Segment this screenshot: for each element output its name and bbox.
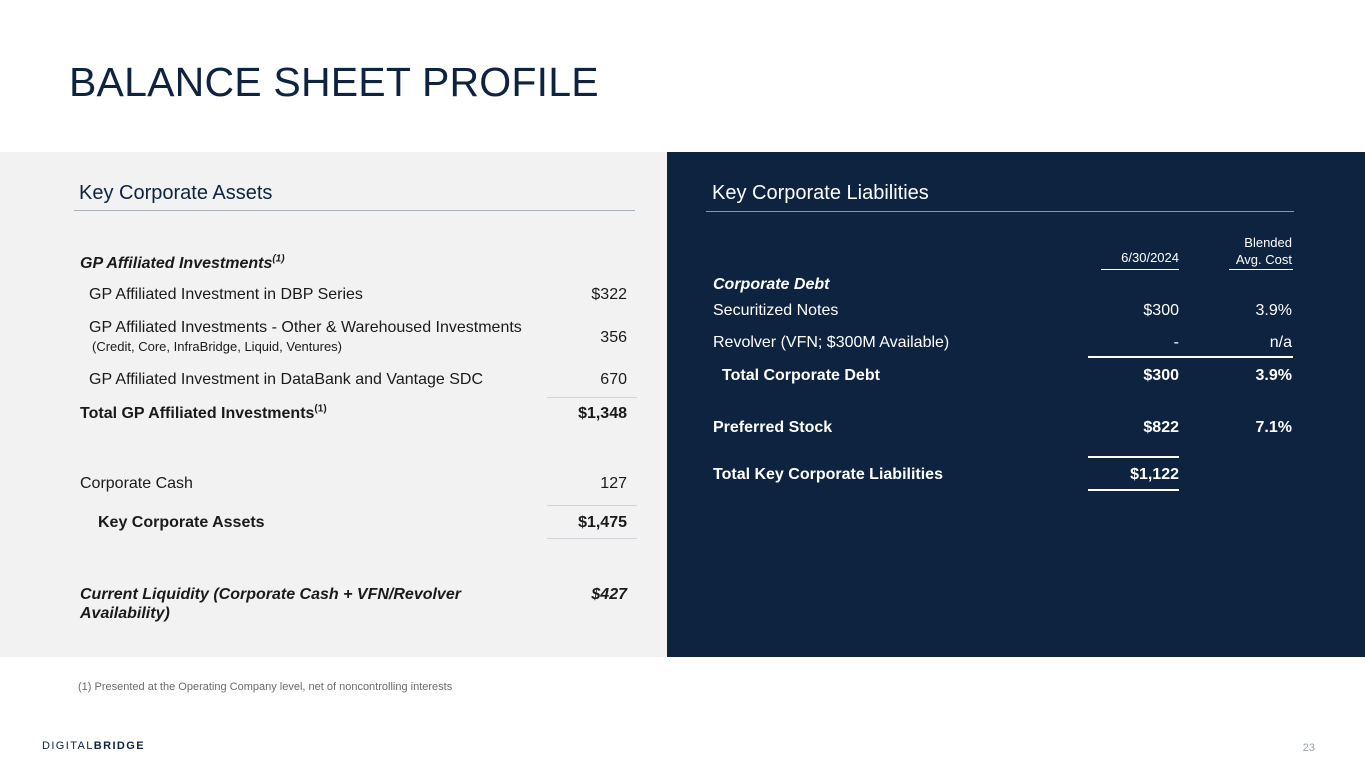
total-gp-label: Total GP Affiliated Investments$^{(1)}$ — [80, 403, 327, 422]
asset-row-value: 670 — [600, 371, 627, 388]
page-title: BALANCE SHEET PROFILE — [69, 59, 599, 105]
liability-row-amount: $300 — [1143, 302, 1179, 319]
liability-row-cost: 3.9% — [1255, 302, 1292, 319]
liabilities-heading: Key Corporate Liabilities — [712, 182, 929, 204]
footnote: (1) Presented at the Operating Company level, net of noncontrolling interests — [78, 681, 453, 693]
col-header-rule — [1229, 269, 1293, 270]
liability-row-cost: n/a — [1269, 334, 1292, 351]
liability-row-label: Securitized Notes — [713, 302, 839, 319]
key-assets-value: $1,475 — [578, 514, 627, 531]
col-header-cost-line2: Avg. Cost — [1235, 252, 1292, 267]
subtotal-rule — [1088, 356, 1293, 358]
col-header-cost-line1: Blended — [1244, 235, 1292, 250]
col-header-rule — [1101, 269, 1179, 270]
corporate-cash-label: Corporate Cash — [80, 475, 193, 492]
asset-row-label: GP Affiliated Investment in DBP Series — [89, 286, 363, 303]
value-rule — [547, 397, 637, 398]
gp-investments-header: GP Affiliated Investments$^{(1)}$ — [80, 253, 285, 272]
liability-row-amount: - — [1173, 334, 1179, 351]
total-debt-label: Total Corporate Debt — [722, 367, 880, 384]
liquidity-label-line1: Current Liquidity (Corporate Cash + VFN/Revolver — [80, 586, 461, 603]
total-rule — [1088, 489, 1179, 491]
preferred-stock-label: Preferred Stock — [713, 419, 833, 436]
liability-row-label: Revolver (VFN; $300M Available) — [713, 334, 950, 351]
assets-heading: Key Corporate Assets — [79, 182, 273, 204]
total-liabilities-amount: $1,122 — [1130, 466, 1179, 483]
asset-row-sublabel: (Credit, Core, InfraBridge, Liquid, Ventures) — [92, 339, 343, 354]
key-assets-label: Key Corporate Assets — [98, 514, 265, 531]
liabilities-panel — [667, 152, 1365, 657]
liabilities-heading-rule — [706, 211, 1294, 212]
asset-row-label: GP Affiliated Investments - Other & Warehoused Investments — [89, 319, 522, 336]
value-rule — [547, 538, 637, 539]
page-number: 23 — [1302, 742, 1315, 754]
total-rule — [1088, 456, 1179, 458]
total-debt-cost: 3.9% — [1255, 367, 1292, 384]
total-liabilities-label: Total Key Corporate Liabilities — [713, 466, 943, 483]
assets-heading-rule — [74, 210, 635, 211]
corporate-debt-header: Corporate Debt — [713, 276, 830, 293]
liquidity-label-line2: Availability) — [80, 605, 170, 622]
total-gp-value: $1,348 — [578, 405, 627, 422]
digitalbridge-logo: DIGITALBRIDGE — [42, 740, 145, 752]
corporate-cash-value: 127 — [600, 475, 627, 492]
col-header-date: 6/30/2024 — [1121, 250, 1179, 265]
preferred-stock-amount: $822 — [1143, 419, 1179, 436]
preferred-stock-cost: 7.1% — [1255, 419, 1292, 436]
total-debt-amount: $300 — [1143, 367, 1179, 384]
value-rule — [547, 505, 637, 506]
asset-row-value: $322 — [591, 286, 627, 303]
asset-row-value: 356 — [600, 329, 627, 346]
asset-row-label: GP Affiliated Investment in DataBank and Vantage SDC — [89, 371, 484, 388]
liquidity-value: $427 — [591, 586, 627, 603]
